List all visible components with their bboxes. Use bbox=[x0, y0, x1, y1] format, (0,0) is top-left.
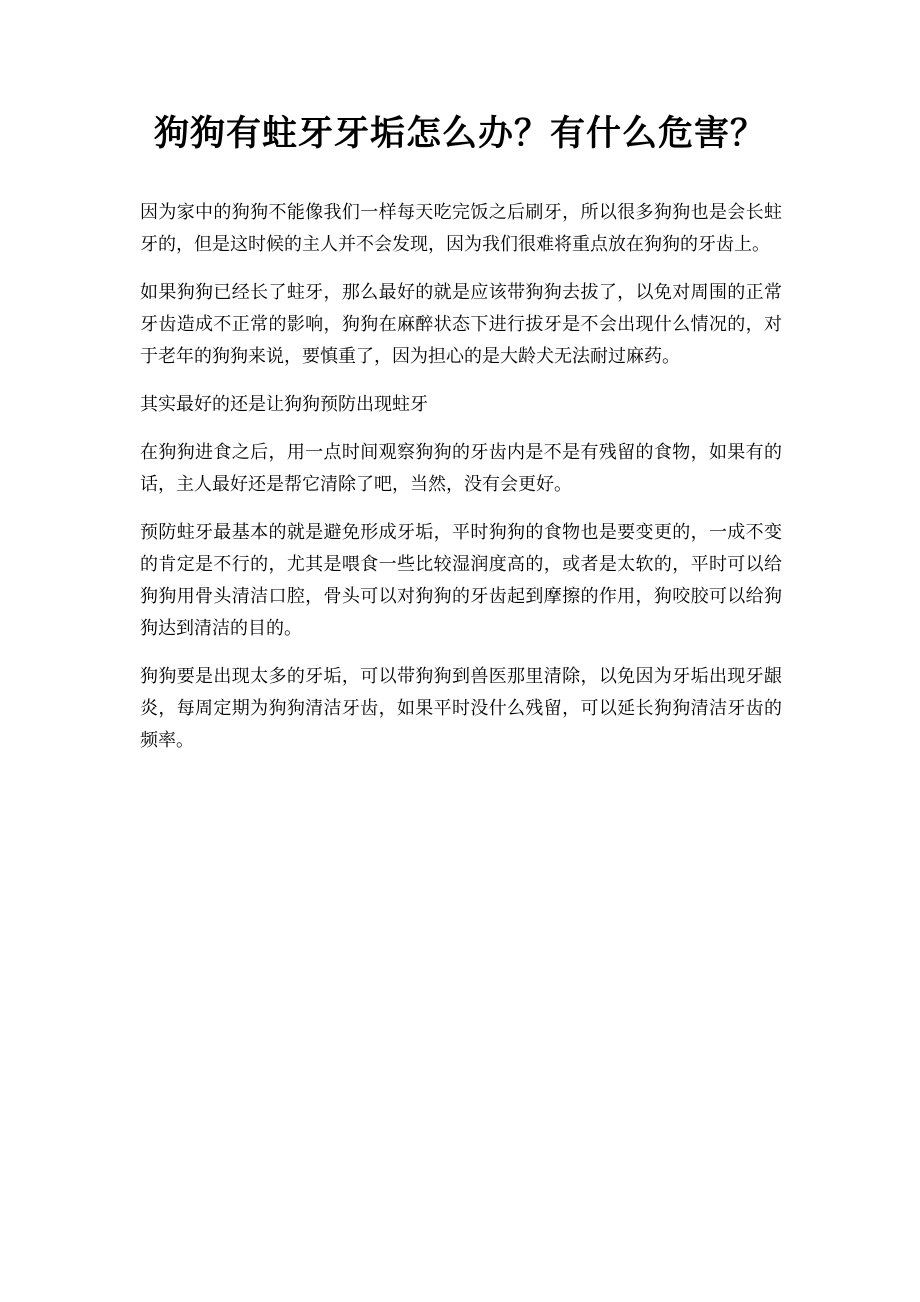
paragraph-2: 如果狗狗已经长了蛀牙，那么最好的就是应该带狗狗去拔了，以免对周围的正常牙齿造成不正常的影响，狗狗在麻醉状态下进行拔牙是不会出现什么情况的，对于老年的狗狗来说，要慎重了，因为担心的是大龄犬无法耐过麻药。 bbox=[140, 282, 782, 367]
document-title: 狗狗有蛀牙牙垢怎么办？有什么危害？ bbox=[153, 113, 766, 154]
paragraph-1: 因为家中的狗狗不能像我们一样每天吃完饭之后刷牙，所以很多狗狗也是会长蛀牙的，但是这时候的主人并不会发现，因为我们很难将重点放在狗狗的牙齿上。 bbox=[140, 202, 782, 255]
paragraph-6: 狗狗要是出现太多的牙垢，可以带狗狗到兽医那里清除，以免因为牙垢出现牙龈炎，每周定期为狗狗清洁牙齿，如果平时没什么残留，可以延长狗狗清洁牙齿的频率。 bbox=[140, 666, 782, 751]
paragraph-4: 在狗狗进食之后，用一点时间观察狗狗的牙齿内是不是有残留的食物，如果有的话，主人最好还是帮它清除了吧，当然，没有会更好。 bbox=[140, 442, 782, 495]
paragraph-3: 其实最好的还是让狗狗预防出现蛀牙 bbox=[140, 394, 428, 415]
document-body bbox=[140, 197, 782, 773]
paragraph-5: 预防蛀牙最基本的就是避免形成牙垢，平时狗狗的食物也是要变更的，一成不变的肯定是不行的，尤其是喂食一些比较湿润度高的，或者是太软的，平时可以给狗狗用骨头清洁口腔，骨头可以对狗狗的牙齿起到摩擦的作用，狗咬胶可以给狗狗达到清洁的目的。 bbox=[140, 522, 782, 639]
